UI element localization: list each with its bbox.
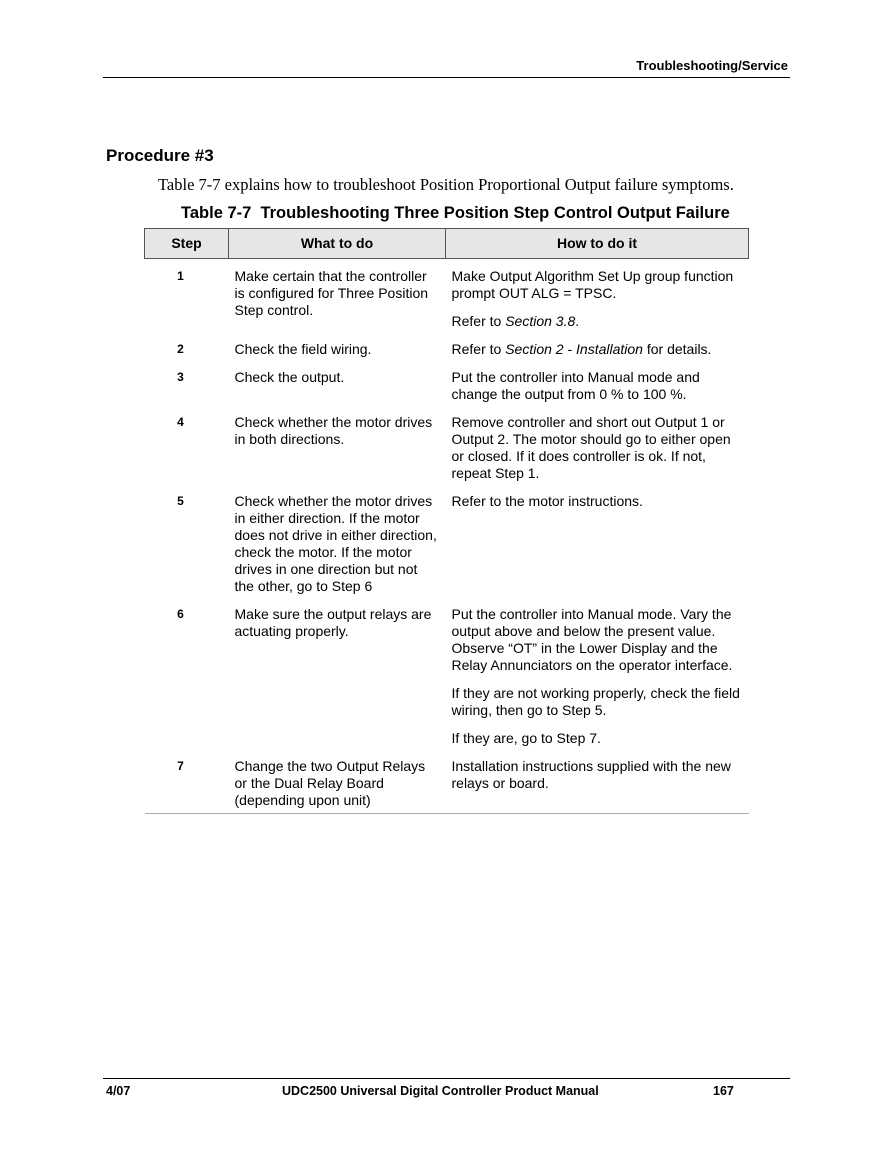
how-to-do-it-cell <box>446 414 749 493</box>
running-header: Troubleshooting/Service <box>636 58 788 73</box>
how-paragraph: Installation instructions supplied with the new relays or board. <box>451 758 731 791</box>
how-to-do-it-cell <box>446 259 749 342</box>
column-header-step: Step <box>145 229 229 259</box>
table-header-row <box>145 229 749 259</box>
footer-date: 4/07 <box>106 1084 131 1098</box>
how-paragraph: Make Output Algorithm Set Up group function prompt OUT ALG = TPSC. <box>451 268 734 301</box>
table-row <box>145 493 749 606</box>
procedure-heading: Procedure #3 <box>106 146 214 165</box>
step-number: 7 <box>145 758 229 814</box>
procedure-intro: Table 7-7 explains how to troubleshoot Position Proportional Output failure symptoms. <box>158 175 734 194</box>
table-row <box>145 259 749 342</box>
how-paragraph: If they are, go to Step 7. <box>451 730 601 746</box>
what-to-do-cell: Check the output. <box>234 369 345 385</box>
table-body <box>145 259 749 814</box>
how-paragraph: Put the controller into Manual mode. Vary the output above and below the present value. Observe “OT” in the Lower Display and the Relay Annunciators on the operator interface. <box>451 606 733 673</box>
step-number: 3 <box>177 370 184 384</box>
header-divider <box>103 77 790 78</box>
how-paragraph: Remove controller and short out Output 1 or Output 2. The motor should go to either open or closed. If it does controller is ok. If not, repeat Step 1. <box>451 414 731 481</box>
table-row <box>145 341 749 369</box>
how-paragraph: Put the controller into Manual mode and change the output from 0 % to 100 %. <box>451 369 700 402</box>
how-to-do-it-cell <box>446 606 749 758</box>
how-paragraph: Refer to Section 3.8. <box>451 313 580 329</box>
footer-divider <box>103 1078 790 1079</box>
how-paragraph: Refer to Section 2 - Installation for details. <box>451 341 712 357</box>
how-to-do-it-cell <box>446 493 749 606</box>
table-row <box>145 606 749 758</box>
how-paragraph: If they are not working properly, check the field wiring, then go to Step 5. <box>451 685 740 718</box>
step-number: 1 <box>177 269 184 283</box>
how-paragraph: Refer to the motor instructions. <box>451 493 643 509</box>
what-to-do-cell: Make sure the output relays are actuating properly. <box>234 606 432 639</box>
step-number: 5 <box>177 494 184 508</box>
what-to-do-cell: Check whether the motor drives in either direction. If the motor does not drive in either direction, check the motor. If the motor drives in one direction but not the other, go to Step 6 <box>234 493 437 594</box>
what-to-do-cell: Check whether the motor drives in both directions. <box>234 414 433 447</box>
how-to-do-it-cell <box>446 369 749 414</box>
column-header-what: What to do <box>229 229 446 259</box>
what-to-do-cell: Make certain that the controller is configured for Three Position Step control. <box>234 268 429 318</box>
step-number: 4 <box>177 415 184 429</box>
how-to-do-it-cell <box>446 758 749 814</box>
table-row <box>145 758 749 814</box>
how-to-do-it-cell <box>446 341 749 369</box>
step-number: 6 <box>177 607 184 621</box>
column-header-how: How to do it <box>446 229 749 259</box>
what-to-do-cell: Check the field wiring. <box>234 341 372 357</box>
footer-manual-title: UDC2500 Universal Digital Controller Product Manual <box>282 1084 599 1098</box>
what-to-do-cell: Change the two Output Relays or the Dual Relay Board (depending upon unit) <box>229 758 446 814</box>
troubleshooting-table <box>144 228 749 814</box>
table-row <box>145 414 749 493</box>
step-number: 2 <box>177 342 184 356</box>
table-row <box>145 369 749 414</box>
footer-page-number: 167 <box>713 1084 734 1098</box>
table-caption: Table 7-7 Troubleshooting Three Position Step Control Output Failure <box>181 204 730 222</box>
